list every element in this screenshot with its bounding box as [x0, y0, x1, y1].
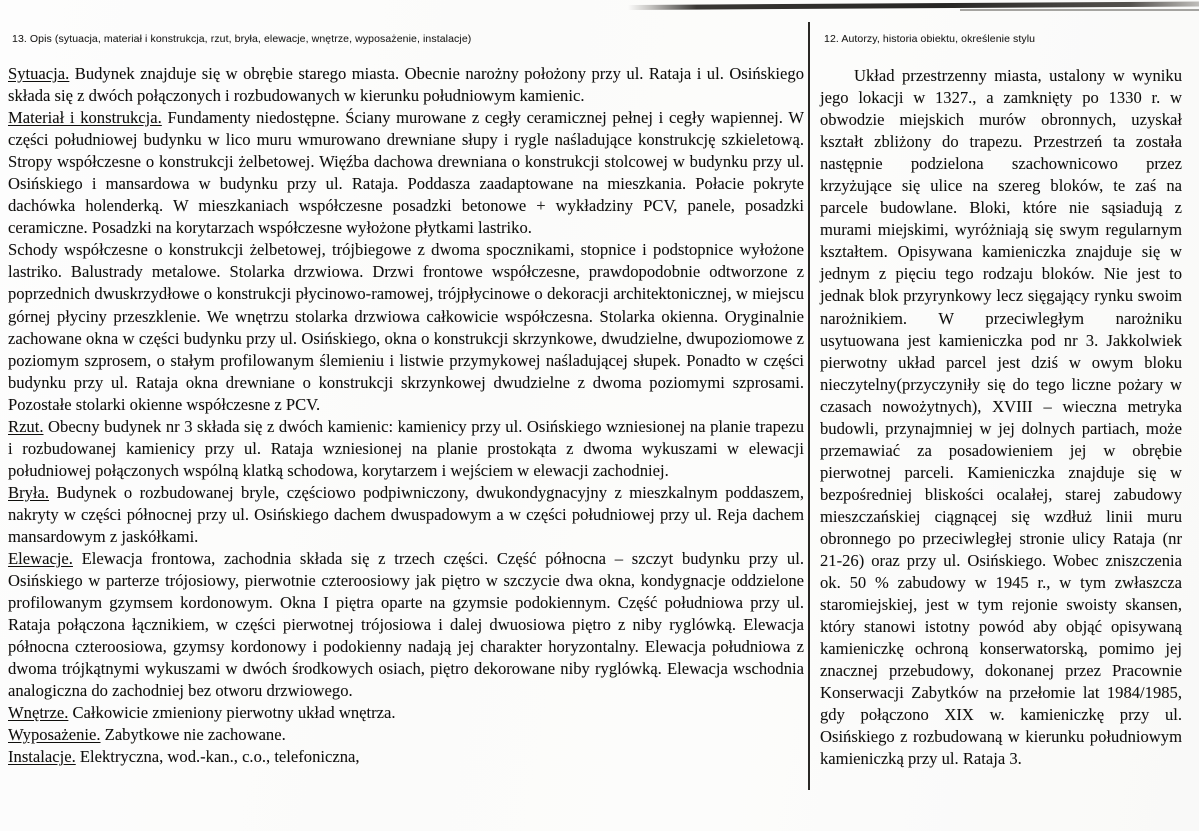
- paragraph: [8, 702, 804, 724]
- paragraph-lead: Materiał i konstrukcja.: [8, 108, 162, 128]
- paragraph: [8, 107, 804, 239]
- field-12-body: [820, 65, 1182, 771]
- paragraph-text: Budynek o rozbudowanej bryle, częściowo podpiwniczony, dwukondygnacyjny z mieszkalnym poddaszem, nakryty w części północnej przy ul. Osińskiego dachem dwuspadowym a w części południowej przy ul. Reja dachem mansardowym z jaskółkami.: [8, 482, 804, 546]
- paragraph: [820, 65, 1182, 771]
- field-12-authors-history: [820, 0, 1182, 771]
- paragraph: [8, 548, 804, 702]
- paragraph-text: Schody współczesne o konstrukcji żelbetowej, trójbiegowe z dwoma spocznikami, stopnice i podstopnice wyłożone lastriko. Balustrady metalowe. Stolarka drzwiowa. Drzwi frontowe współczesne, prawdopodobnie odtworzone z poprzednich dwuskrzydłowe o konstrukcji płycinowo-ramowej, trójpłycinowe o dekoracji architektonicznej, w miejscu górnej płyciny przeszklenie. We wnętrzu stolarka drzwiowa całkowicie współczesna. Stolarka okienna. Oryginalnie zachowane okna w części budynku przy ul. Osińskiego, okna o konstrukcji skrzynkowe, dwudzielne, dwupoziomowe z poziomym szprosem, o stałym profilowanym ślemieniu i listwie przymykowej naśladującej słupek. Ponadto w części budynku przy ul. Rataja okna drewniane o konstrukcji skrzynkowej dwudzielne z dwoma poziomymi szprosami. Pozostałe stolarki okienne współczesne z PCV.: [8, 240, 804, 414]
- paragraph-text: Całkowicie zmieniony pierwotny układ wnętrza.: [68, 703, 396, 723]
- paragraph-text: Budynek znajduje się w obrębie starego miasta. Obecnie narożny położony przy ul. Rataja i ul. Osińskiego składa się z dwóch połączonych i rozbudowanych w kierunku południowym kamienic.: [8, 64, 804, 106]
- paragraph-lead: Wnętrze.: [8, 703, 69, 723]
- field-13-description: [8, 0, 804, 769]
- paragraph-lead: Wyposażenie.: [8, 725, 101, 745]
- paragraph: [8, 63, 804, 107]
- paragraph-text: Zabytkowe nie zachowane.: [100, 725, 286, 745]
- paragraph-text: Układ przestrzenny miasta, ustalony w wyniku jego lokacji w 1327., a zamknięty po 1330 r. w obwodzie miejskich murów obronnych, uzyskał kształt zbliżony do trapezu. Przestrzeń ta została następnie podzielona szachownicowo przez krzyżujące się ulice na szereg bloków, te zaś na parcele budowlane. Bloki, które nie sąsiadują z murami miejskimi, wyróżniają się swym regularnym kształtem. Opisywana kamieniczka znajduje się w jednym z pięciu tego rodzaju bloków. Nie jest to jednak blok przyrynkowy lecz sięgający rynku swoim narożnikiem. W przeciwległym narożniku usytuowana jest kamieniczka pod nr 3. Jakkolwiek pierwotny układ parcel jest dziś w owym bloku nieczytelny(przyczyniły się do tego liczne pożary w czasach nowożytnych), XVIII – wieczna metryka budowli, przynajmniej w jej dolnych partiach, może przemawiać za posadowieniem jej w obrębie pierwotnej parceli. Kamieniczka znajduje się w bezpośredniej bliskości ocalałej, starej zabudowy mieszczańskiej ciągnącej się wzdłuż linii muru obronnego po przeciwległej stronie ulicy Rataja (nr 21-26) oraz przy ul. Osińskiego. Wobec zniszczenia ok. 50 % zabudowy w 1945 r., w tym zwłaszcza staromiejskiej, jest w tym rejonie swoisty skansen, który stanowi istotny powód aby objąć opisywaną kamieniczkę ochroną konserwatorską, pomimo jej znacznej przebudowy, dokonanej przez Pracownie Konserwacji Zabytków na przełomie lat 1984/1985, gdy połączono XIX w. kamieniczkę przy ul. Osińskiego z rozbudowaną w kierunku południowym kamieniczką przy ul. Rataja 3.: [820, 66, 1182, 769]
- paragraph: [8, 416, 804, 482]
- paragraph-lead: Instalacje.: [8, 747, 76, 767]
- paragraph-text: Obecny budynek nr 3 składa się z dwóch kamienic: kamienicy przy ul. Osińskiego wzniesionej na planie trapezu i rozbudowanej kamienicy przy ul. Rataja wzniesionej na planie prostokąta z dwoma wykuszami w elewacji południowej połączonych wspólną klatką schodowa, korytarzem i wejściem w elewacji zachodniej.: [8, 416, 804, 480]
- paragraph-lead: Bryła.: [8, 482, 50, 502]
- paragraph: [8, 482, 804, 548]
- paragraph-text: Fundamenty niedostępne. Ściany murowane z cegły ceramicznej pełnej i cegły wapiennej. W części południowej budynku w lico muru wmurowano drewniane słupy i rygle naśladujące konstrukcję szkieletową. Stropy współczesne o konstrukcji żelbetowej. Więźba dachowa drewniana o konstrukcji stolcowej w budynku przy ul. Osińskiego i mansardowa w budynku przy ul. Rataja. Poddasza zaadaptowane na mieszkania. Połacie pokryte dachówka holenderką. W mieszkaniach współczesne posadzki betonowe + wykładziny PCV, panele, posadzki ceramiczne. Posadzki na korytarzach współczesne wyłożone płytkami lastriko.: [8, 108, 805, 238]
- paragraph-text: Elewacja frontowa, zachodnia składa się z trzech części. Część północna – szczyt budynku przy ul. Osińskiego w parterze trójosiowy, pierwotnie czteroosiowy jak piętro w szczycie dwa okna, kondygnacje oddzielone profilowanym gzymsem kordonowym. Okna I piętra oparte na gzymsie podokiennym. Część południowa przy ul. Rataja połączona łącznikiem, w części pierwotnej trójosiowa i dalej dwuosiowa piętro z niby ryglówką. Elewacja północna czteroosiowa, gzymsy kordonowy i podokienny nadają jej charakter horyzontalny. Elewacja południowa z dwoma trójkątnymi wykuszami w dwóch środkowych osiach, piętro dekorowane niby ryglówką. Elewacja wschodnia analogiczna do zachodniej bez otworu drzwiowego.: [8, 549, 804, 701]
- paragraph-text: Elektryczna, wod.-kan., c.o., telefoniczna,: [75, 747, 360, 767]
- paragraph: [8, 239, 804, 415]
- paragraph: [8, 724, 804, 746]
- field-13-body: [8, 63, 804, 769]
- field-12-caption: 12. Autorzy, historia obiektu, określenie stylu: [824, 33, 1036, 45]
- field-13-caption: 13. Opis (sytuacja, materiał i konstrukcja, rzut, bryła, elewacje, wnętrze, wyposażenie, instalacje): [12, 33, 472, 45]
- paragraph-lead: Sytuacja.: [8, 64, 70, 83]
- paragraph-lead: Elewacje.: [8, 549, 73, 569]
- paragraph-lead: Rzut.: [8, 416, 44, 436]
- paragraph: [8, 746, 804, 768]
- column-divider: [808, 22, 810, 790]
